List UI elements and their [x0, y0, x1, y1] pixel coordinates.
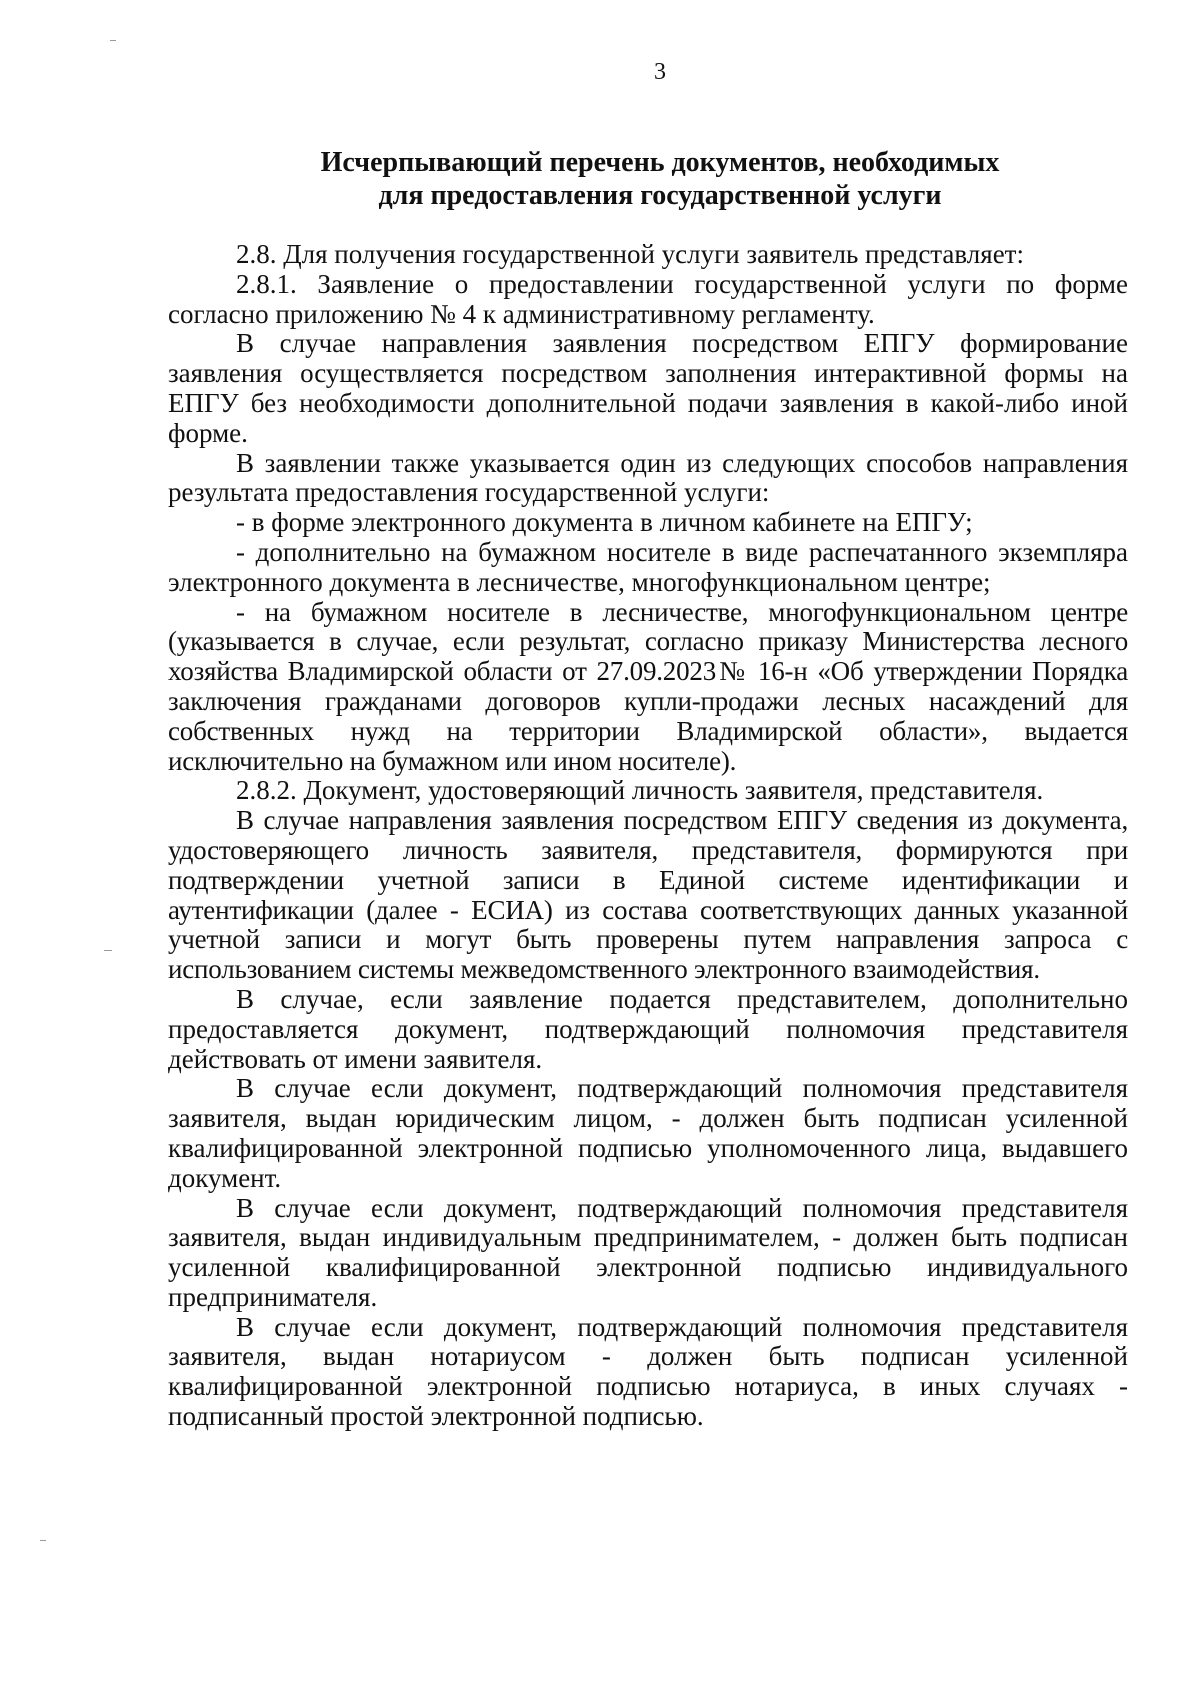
paragraph: В заявлении также указывается один из следующих способов направления результата предоставления государственной услуги:	[168, 447, 1128, 508]
paragraph: В случае направления заявления посредством ЕПГУ формирование заявления осуществляется посредством заполнения интерактивной формы на ЕПГУ без необходимости дополнительной подачи заявления в какой-либо иной форме.	[168, 328, 1128, 448]
paragraph: 2.8. Для получения государственной услуги заявитель представляет:	[236, 239, 1024, 269]
page-number: 3	[654, 59, 666, 85]
paragraph: - дополнительно на бумажном носителе в виде распечатанного экземпляра электронного документа в лесничестве, многофункциональном центре;	[168, 536, 1128, 597]
paragraph: В случае направления заявления посредством ЕПГУ сведения из документа, удостоверяющего личность заявителя, представителя, формируются при подтверждении учетной записи в Единой системе идентификации и аутентификации (далее - ЕСИА) из состава соответствующих данных указанной учетной записи и могут быть проверены путем направления запроса с использованием системы межведомственного электронного взаимодействия.	[168, 805, 1128, 985]
paragraph: 2.8.1. Заявление о предоставлении государственной услуги по форме согласно приложению № 4 к административному регламенту.	[168, 268, 1128, 329]
paragraph: - в форме электронного документа в личном кабинете на ЕПГУ;	[236, 507, 973, 538]
scan-artifact	[104, 950, 112, 951]
paragraph: 2.8.2. Документ, удостоверяющий личность заявителя, представителя.	[236, 775, 1044, 806]
scan-artifact	[110, 40, 116, 41]
section-heading	[200, 146, 1120, 212]
document-body	[168, 240, 1128, 1432]
paragraph: В случае, если заявление подается представителем, дополнительно предоставляется документ, подтверждающий полномочия представителя действовать от имени заявителя.	[168, 983, 1128, 1074]
paragraph: - на бумажном носителе в лесничестве, многофункциональном центре (указывается в случае, если результат, согласно приказу Министерства лесного хозяйства Владимирской области от 27.09.2023№ 16-н «Об утверждении Порядка заключения гражданами договоров купли-продажи лесных насаждений для собственных нужд на территории Владимирской области», выдается исключительно на бумажном или ином носителе).	[168, 596, 1128, 776]
section-heading-line-1: Исчерпывающий перечень документов, необходимых	[320, 147, 1000, 178]
paragraph: В случае если документ, подтверждающий полномочия представителя заявителя, выдан индивидуальным предпринимателем, - должен быть подписан усиленной квалифицированной электронной подписью индивидуального предпринимателя.	[168, 1192, 1128, 1312]
scan-artifact	[40, 1540, 46, 1541]
paragraph: В случае если документ, подтверждающий полномочия представителя заявителя, выдан нотариусом - должен быть подписан усиленной квалифицированной электронной подписью нотариуса, в иных случаях - подписанный простой электронной подписью.	[168, 1311, 1128, 1432]
section-heading-line-2: для предоставления государственной услуги	[378, 180, 942, 211]
paragraph: В случае если документ, подтверждающий полномочия представителя заявителя, выдан юридическим лицом, - должен быть подписан усиленной квалифицированной электронной подписью уполномоченного лица, выдавшего документ.	[168, 1073, 1128, 1193]
